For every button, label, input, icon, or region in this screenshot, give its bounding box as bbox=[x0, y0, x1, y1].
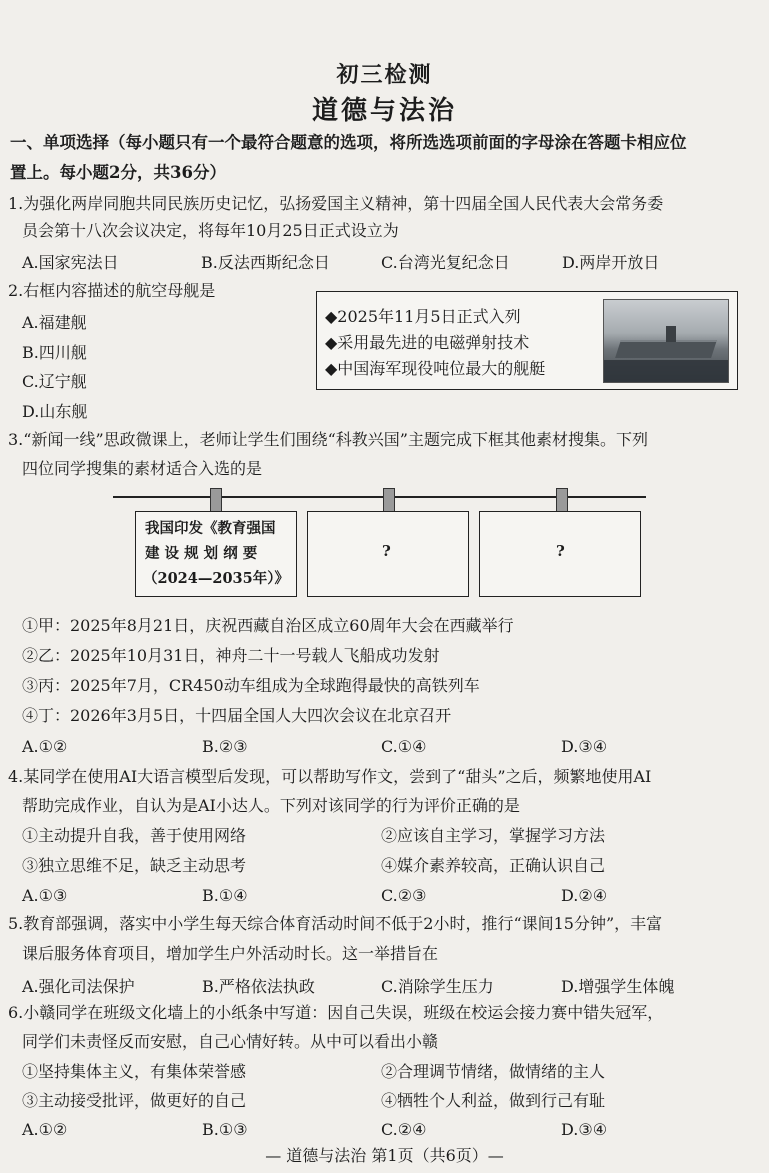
q5-stem-line-2: 课后服务体育项目，增加学生户外活动时长。这一举措旨在 bbox=[22, 944, 439, 963]
question-mark: ? bbox=[556, 542, 565, 560]
card-text: 建 设 规 划 纲 要 bbox=[145, 545, 258, 562]
q5-option-d: D.增强学生体魄 bbox=[561, 977, 675, 996]
q3-item-2: ②乙：2025年10月31日，神舟二十一号载人飞船成功发射 bbox=[22, 646, 440, 665]
q4-stem-line-2: 帮助完成作业，自认为是AI小达人。下列对该同学的行为评价正确的是 bbox=[22, 796, 520, 815]
q3-item-3: ③丙：2025年7月，CR450动车组成为全球跑得最快的高铁列车 bbox=[22, 676, 480, 695]
q3-stem-line-2: 四位同学搜集的素材适合入选的是 bbox=[22, 459, 263, 478]
q5-option-c: C.消除学生压力 bbox=[381, 977, 494, 996]
q4-item-3: ③独立思维不足，缺乏主动思考 bbox=[22, 856, 247, 875]
q6-stem-line-2: 同学们未责怪反而安慰，自己心情好转。从中可以看出小赣 bbox=[22, 1032, 439, 1051]
q3-option-b: B.②③ bbox=[202, 737, 248, 756]
q6-item-2: ②合理调节情绪，做情绪的主人 bbox=[381, 1062, 606, 1081]
question-mark: ? bbox=[382, 542, 391, 560]
material-card-1 bbox=[135, 511, 297, 597]
q6-option-d: D.③④ bbox=[561, 1120, 608, 1139]
q4-option-a: A.①③ bbox=[22, 886, 68, 905]
q2-option-c: C.辽宁舰 bbox=[22, 372, 87, 391]
q3-option-a: A.①② bbox=[22, 737, 68, 756]
q5-stem-line-1: 5.教育部强调，落实中小学生每天综合体育活动时间不低于2小时，推行“课间15分钟”，丰富 bbox=[8, 914, 663, 933]
section-heading-line-1: 一、单项选择（每小题只有一个最符合题意的选项，将所选选项前面的字母涂在答题卡相应位 bbox=[10, 133, 687, 152]
q2-option-d: D.山东舰 bbox=[22, 402, 88, 421]
material-card-2 bbox=[307, 511, 469, 597]
q3-item-4: ④丁：2026年3月5日，十四届全国人大四次会议在北京召开 bbox=[22, 706, 452, 725]
q1-option-d: D.两岸开放日 bbox=[562, 253, 660, 272]
q1-stem-line-1: 1.为强化两岸同胞共同民族历史记忆，弘扬爱国主义精神，第十四届全国人民代表大会常务委 bbox=[8, 194, 664, 213]
q1-option-a: A.国家宪法日 bbox=[22, 253, 119, 272]
q6-item-4: ④牺牲个人利益，做到行己有耻 bbox=[381, 1091, 606, 1110]
q2-box-item: ◆中国海军现役吨位最大的舰艇 bbox=[325, 359, 546, 378]
q2-box-item: ◆2025年11月5日正式入列 bbox=[325, 307, 521, 326]
q1-option-c: C.台湾光复纪念日 bbox=[381, 253, 510, 272]
q2-box-item: ◆采用最先进的电磁弹射技术 bbox=[325, 333, 530, 352]
q4-item-4: ④媒介素养较高，正确认识自己 bbox=[381, 856, 606, 875]
q5-option-a: A.强化司法保护 bbox=[22, 977, 135, 996]
q6-option-a: A.①② bbox=[22, 1120, 68, 1139]
q6-item-3: ③主动接受批评，做更好的自己 bbox=[22, 1091, 247, 1110]
q2-info-box bbox=[316, 291, 738, 390]
q3-item-1: ①甲：2025年8月21日，庆祝西藏自治区成立60周年大会在西藏举行 bbox=[22, 616, 514, 635]
q6-option-b: B.①③ bbox=[202, 1120, 248, 1139]
q2-stem: 2.右框内容描述的航空母舰是 bbox=[8, 281, 216, 300]
aircraft-carrier-photo bbox=[603, 299, 729, 383]
page-footer: — 道德与法治 第1页（共6页）— bbox=[265, 1146, 504, 1165]
q6-stem-line-1: 6.小赣同学在班级文化墙上的小纸条中写道：因自己失误，班级在校运会接力赛中错失冠军， bbox=[8, 1003, 664, 1022]
q1-option-b: B.反法西斯纪念日 bbox=[201, 253, 330, 272]
q2-option-b: B.四川舰 bbox=[22, 343, 87, 362]
q5-option-b: B.严格依法执政 bbox=[202, 977, 315, 996]
card-text: （2024—2035年）》 bbox=[143, 570, 289, 587]
q4-stem-line-1: 4.某同学在使用AI大语言模型后发现，可以帮助写作文，尝到了“甜头”之后，频繁地使用AI bbox=[8, 767, 652, 786]
q3-option-d: D.③④ bbox=[561, 737, 608, 756]
q2-option-a: A.福建舰 bbox=[22, 313, 87, 332]
exam-title: 初三检测 bbox=[336, 62, 433, 88]
q3-option-c: C.①④ bbox=[381, 737, 427, 756]
q4-item-1: ①主动提升自我，善于使用网络 bbox=[22, 826, 247, 845]
q4-option-b: B.①④ bbox=[202, 886, 248, 905]
q3-stem-line-1: 3.“新闻一线”思政微课上，老师让学生们围绕“科教兴国”主题完成下框其他素材搜集。下列 bbox=[8, 430, 648, 449]
q1-stem-line-2: 员会第十八次会议决定，将每年10月25日正式设立为 bbox=[22, 221, 399, 240]
card-text: 我国印发《教育强国 bbox=[145, 520, 276, 537]
q4-option-c: C.②③ bbox=[381, 886, 427, 905]
material-card-3 bbox=[479, 511, 641, 597]
section-heading-line-2: 置上。每小题2分，共36分） bbox=[10, 163, 226, 182]
subject-title: 道德与法治 bbox=[311, 96, 457, 126]
q4-option-d: D.②④ bbox=[561, 886, 608, 905]
q4-item-2: ②应该自主学习，掌握学习方法 bbox=[381, 826, 606, 845]
q6-option-c: C.②④ bbox=[381, 1120, 427, 1139]
q6-item-1: ①坚持集体主义，有集体荣誉感 bbox=[22, 1062, 247, 1081]
